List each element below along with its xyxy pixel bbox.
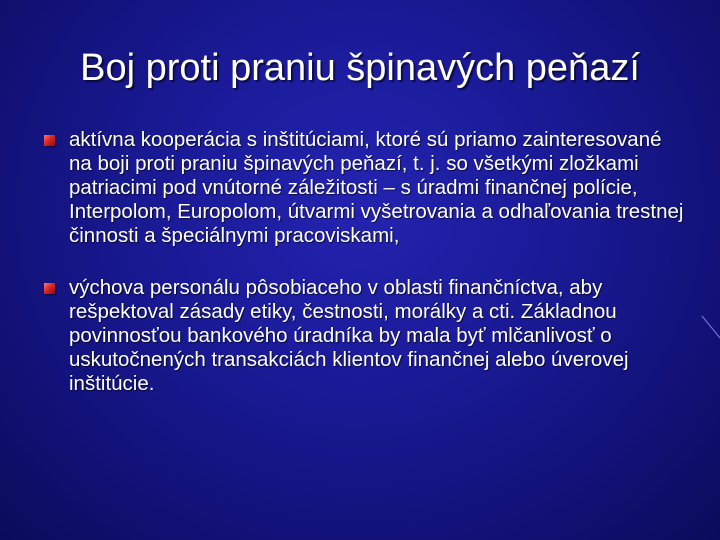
bullet-item xyxy=(44,276,684,396)
bullet-text: výchova personálu pôsobiaceho v oblasti finančníctva, aby rešpektoval zásady etiky, čestnosti, morálky a cti. Základnou povinnosťou bankového úradníka by mala byť mlčanlivosť o uskutočnených transakciách klientov finančnej alebo úverovej inštitúcie. xyxy=(69,276,629,395)
bullet-text: aktívna kooperácia s inštitúciami, ktoré sú priamo zainteresované na boji proti praniu špinavých peňazí, t. j. so všetkými zložkami patriacimi pod vnútorné záležitosti – s úradmi finančnej polície, Interpolom, Europolom, útvarmi vyšetrovania a odhaľovania trestnej činnosti a špeciálnymi pracoviskami, xyxy=(69,128,684,247)
bullet-item xyxy=(44,128,684,248)
bullet-list xyxy=(44,128,684,396)
slide-title: Boj proti praniu špinavých peňazí xyxy=(80,47,640,89)
square-bullet-icon xyxy=(44,135,55,146)
decorative-line xyxy=(700,314,720,340)
square-bullet-icon xyxy=(44,283,55,294)
